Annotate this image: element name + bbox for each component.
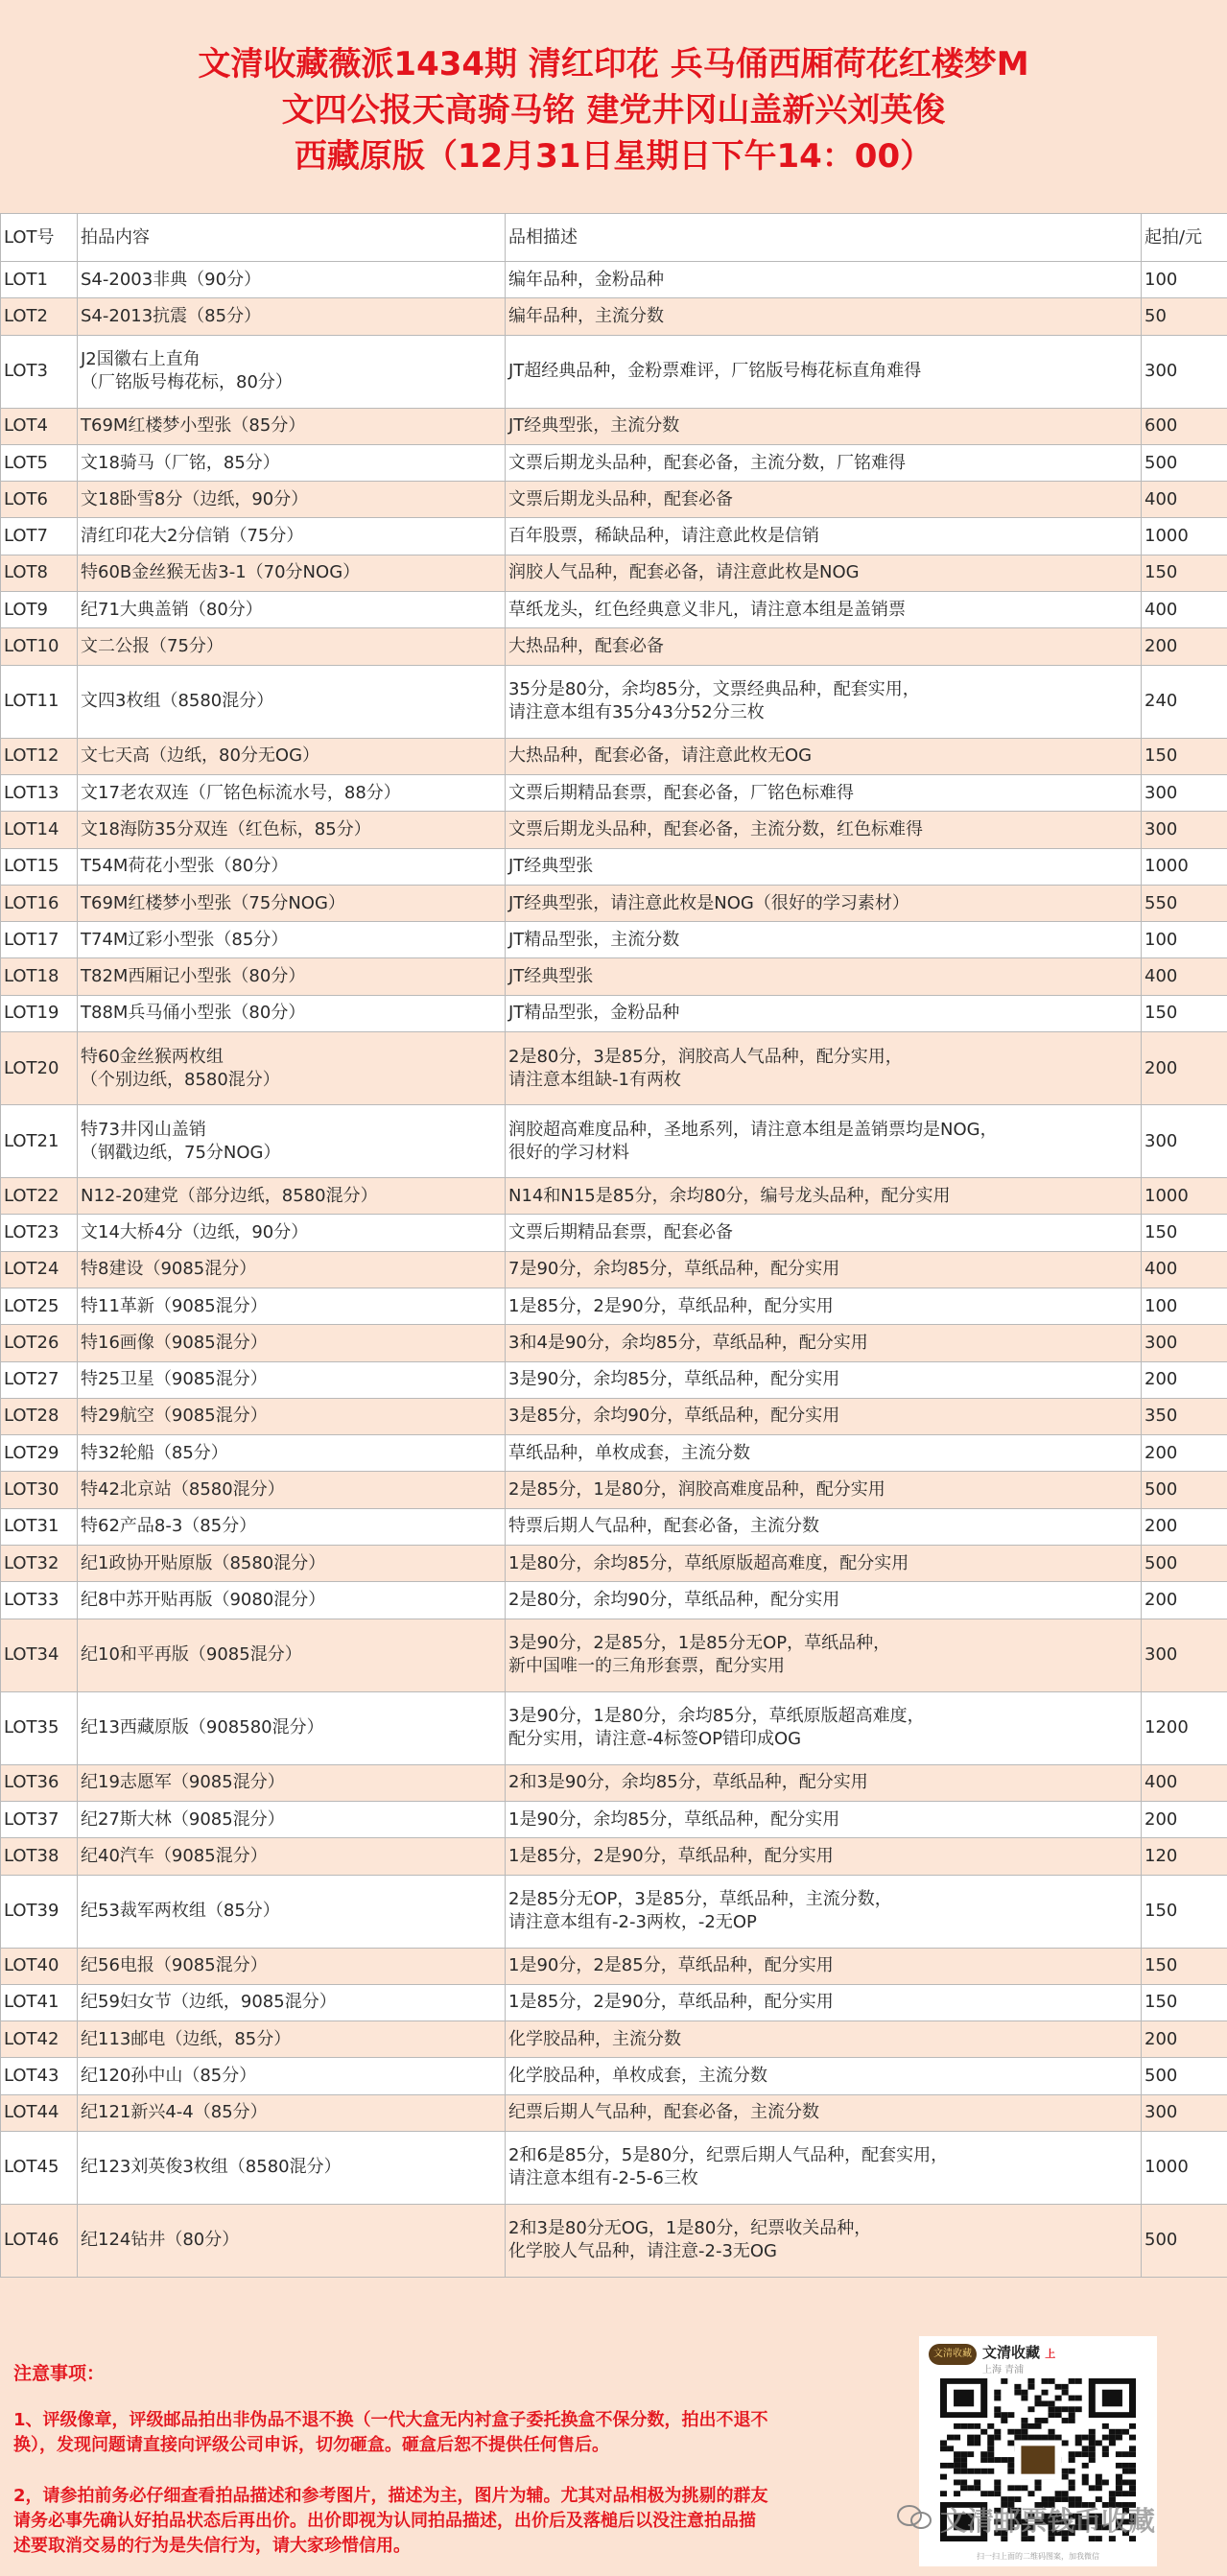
title-line-1: 文清收藏薇派1434期 清红印花 兵马俑西厢荷花红楼梦M	[198, 45, 1029, 83]
desc-cell: 3是90分，1是80分，余均85分，草纸原版超高难度， 配分实用，请注意-4标签OP错印成OG	[506, 1691, 1142, 1764]
content-cell: 文17老农双连（厂铭色标流水号，88分）	[78, 774, 506, 811]
lot-cell: LOT2	[1, 298, 78, 335]
lot-cell: LOT32	[1, 1546, 78, 1582]
desc-cell: 编年品种，主流分数	[506, 298, 1142, 335]
price-cell: 240	[1142, 665, 1227, 738]
lot-cell: LOT13	[1, 774, 78, 811]
title-line-3: 西藏原版（12月31日星期日下午14：00）	[294, 137, 933, 176]
lot-cell: LOT33	[1, 1582, 78, 1619]
lot-cell: LOT30	[1, 1472, 78, 1508]
lot-cell: LOT39	[1, 1875, 78, 1948]
content-cell: 纪1政协开贴原版（8580混分）	[78, 1546, 506, 1582]
content-cell: T69M红楼梦小型张（75分NOG）	[78, 885, 506, 921]
table-row	[1, 444, 1227, 481]
price-cell: 400	[1142, 1251, 1227, 1288]
desc-cell: 文票后期龙头品种，配套必备	[506, 482, 1142, 518]
desc-cell: 1是90分，余均85分，草纸品种，配分实用	[506, 1801, 1142, 1837]
lot-cell: LOT31	[1, 1508, 78, 1545]
lot-cell: LOT23	[1, 1215, 78, 1251]
content-cell: 纪27斯大林（9085混分）	[78, 1801, 506, 1837]
content-cell: 特60B金丝猴无齿3-1（70分NOG）	[78, 555, 506, 591]
desc-cell: 文票后期精品套票，配套必备	[506, 1215, 1142, 1251]
lot-cell: LOT25	[1, 1288, 78, 1324]
price-cell: 400	[1142, 592, 1227, 628]
price-cell: 400	[1142, 958, 1227, 995]
price-cell: 150	[1142, 555, 1227, 591]
table-row	[1, 1948, 1227, 1984]
table-row	[1, 1838, 1227, 1875]
content-cell: 特8建设（9085混分）	[78, 1251, 506, 1288]
price-cell: 300	[1142, 335, 1227, 408]
table-row	[1, 1619, 1227, 1691]
table-row	[1, 738, 1227, 774]
table-row	[1, 1435, 1227, 1472]
table-row	[1, 1178, 1227, 1215]
price-cell: 100	[1142, 262, 1227, 298]
content-cell: 纪40汽车（9085混分）	[78, 1838, 506, 1875]
price-cell: 300	[1142, 1105, 1227, 1178]
table-row	[1, 518, 1227, 555]
lot-cell: LOT10	[1, 628, 78, 665]
price-cell: 1000	[1142, 518, 1227, 555]
desc-cell: JT精品型张，金粉品种	[506, 995, 1142, 1031]
content-cell: 特62产品8-3（85分）	[78, 1508, 506, 1545]
price-cell: 100	[1142, 922, 1227, 958]
desc-cell: 2是80分，余均90分，草纸品种，配分实用	[506, 1582, 1142, 1619]
content-cell: 文四3枚组（8580混分）	[78, 665, 506, 738]
price-cell: 500	[1142, 444, 1227, 481]
brand-location: 上海 青浦	[982, 2365, 1025, 2375]
content-cell: 文18卧雪8分（边纸，90分）	[78, 482, 506, 518]
desc-cell: 文票后期精品套票，配套必备，厂铭色标难得	[506, 774, 1142, 811]
table-row	[1, 298, 1227, 335]
desc-cell: 2和3是80分无OG，1是80分，纪票收关品种， 化学胶人气品种，请注意-2-3无OG	[506, 2204, 1142, 2277]
content-cell: 特11革新（9085混分）	[78, 1288, 506, 1324]
desc-cell: 文票后期龙头品种，配套必备，主流分数，厂铭难得	[506, 444, 1142, 481]
desc-cell: 3是90分，余均85分，草纸品种，配分实用	[506, 1361, 1142, 1398]
lot-cell: LOT17	[1, 922, 78, 958]
table-row	[1, 885, 1227, 921]
desc-cell: 草纸品种，单枚成套，主流分数	[506, 1435, 1142, 1472]
price-cell: 200	[1142, 1361, 1227, 1398]
table-row	[1, 1288, 1227, 1324]
content-cell: 纪10和平再版（9085混分）	[78, 1619, 506, 1691]
content-cell: 文二公报（75分）	[78, 628, 506, 665]
price-cell: 350	[1142, 1398, 1227, 1434]
content-cell: 特32轮船（85分）	[78, 1435, 506, 1472]
desc-cell: 特票后期人气品种，配套必备，主流分数	[506, 1508, 1142, 1545]
column-header-desc: 品相描述	[506, 214, 1142, 262]
desc-cell: 大热品种，配套必备	[506, 628, 1142, 665]
price-cell: 300	[1142, 1325, 1227, 1361]
desc-cell: 编年品种，金粉品种	[506, 262, 1142, 298]
lot-cell: LOT36	[1, 1764, 78, 1801]
desc-cell: 化学胶品种，单枚成套，主流分数	[506, 2058, 1142, 2094]
price-cell: 550	[1142, 885, 1227, 921]
lot-cell: LOT15	[1, 848, 78, 885]
price-cell: 120	[1142, 1838, 1227, 1875]
lot-cell: LOT45	[1, 2131, 78, 2204]
table-row	[1, 1764, 1227, 1801]
brand-mark: 上	[1045, 2348, 1056, 2360]
content-cell: 文18骑马（厂铭，85分）	[78, 444, 506, 481]
table-row	[1, 335, 1227, 408]
table-row	[1, 2094, 1227, 2131]
watermark-text: 文清邮票钱币收藏	[940, 2505, 1156, 2537]
wechat-icon	[896, 2504, 934, 2531]
desc-cell: 7是90分，余均85分，草纸品种，配分实用	[506, 1251, 1142, 1288]
content-cell: T74M辽彩小型张（85分）	[78, 922, 506, 958]
table-row	[1, 1508, 1227, 1545]
lot-cell: LOT8	[1, 555, 78, 591]
price-cell: 300	[1142, 812, 1227, 848]
lot-cell: LOT41	[1, 1984, 78, 2021]
price-cell: 500	[1142, 2058, 1227, 2094]
content-cell: 特16画像（9085混分）	[78, 1325, 506, 1361]
content-cell: 特60金丝猴两枚组 （个别边纸，8580混分）	[78, 1032, 506, 1105]
table-row	[1, 482, 1227, 518]
price-cell: 500	[1142, 1546, 1227, 1582]
content-cell: N12-20建党（部分边纸，8580混分）	[78, 1178, 506, 1215]
table-row	[1, 958, 1227, 995]
desc-cell: 3和4是90分，余均85分，草纸品种，配分实用	[506, 1325, 1142, 1361]
table-row	[1, 1325, 1227, 1361]
notice-paragraph-1: 1、评级像章，评级邮品拍出非伪品不退不换（一代大盒无内衬盒子委托换盒不保分数，拍出不退不换），发现问题请直接向评级公司申诉，切勿砸盒。砸盒后恕不提供任何售后。	[13, 2410, 768, 2455]
price-cell: 200	[1142, 1435, 1227, 1472]
table-row	[1, 1801, 1227, 1837]
content-cell: 纪59妇女节（边纸，9085混分）	[78, 1984, 506, 2021]
title-banner	[0, 0, 1227, 213]
lot-cell: LOT44	[1, 2094, 78, 2131]
lot-cell: LOT29	[1, 1435, 78, 1472]
price-cell: 300	[1142, 2094, 1227, 2131]
content-cell: 纪123刘英俊3枚组（8580混分）	[78, 2131, 506, 2204]
content-cell: 纪19志愿军（9085混分）	[78, 1764, 506, 1801]
lot-cell: LOT22	[1, 1178, 78, 1215]
lot-cell: LOT19	[1, 995, 78, 1031]
qr-caption: 扫一扫上面的二维码图案，加我微信	[977, 2552, 1099, 2561]
table-row	[1, 2021, 1227, 2058]
lot-cell: LOT5	[1, 444, 78, 481]
content-cell: 特25卫星（9085混分）	[78, 1361, 506, 1398]
content-cell: 纪121新兴4-4（85分）	[78, 2094, 506, 2131]
desc-cell: JT经典型张	[506, 848, 1142, 885]
lot-cell: LOT27	[1, 1361, 78, 1398]
table-row	[1, 2204, 1227, 2277]
column-header-price: 起拍/元	[1142, 214, 1227, 262]
content-cell: S4-2003非典（90分）	[78, 262, 506, 298]
price-cell: 150	[1142, 1948, 1227, 1984]
price-cell: 50	[1142, 298, 1227, 335]
lot-cell: LOT28	[1, 1398, 78, 1434]
content-cell: J2国徽右上直角 （厂铭版号梅花标，80分）	[78, 335, 506, 408]
desc-cell: JT经典型张	[506, 958, 1142, 995]
lot-cell: LOT11	[1, 665, 78, 738]
table-row	[1, 1251, 1227, 1288]
table-row	[1, 812, 1227, 848]
table-row	[1, 995, 1227, 1031]
lot-cell: LOT34	[1, 1619, 78, 1691]
table-row	[1, 2131, 1227, 2204]
desc-cell: JT经典型张，请注意此枚是NOG（很好的学习素材）	[506, 885, 1142, 921]
desc-cell: 大热品种，配套必备，请注意此枚无OG	[506, 738, 1142, 774]
price-cell: 150	[1142, 738, 1227, 774]
lot-cell: LOT4	[1, 408, 78, 444]
desc-cell: 化学胶品种，主流分数	[506, 2021, 1142, 2058]
content-cell: 文14大桥4分（边纸，90分）	[78, 1215, 506, 1251]
price-cell: 200	[1142, 2021, 1227, 2058]
desc-cell: 百年股票，稀缺品种，请注意此枚是信销	[506, 518, 1142, 555]
table-row	[1, 555, 1227, 591]
price-cell: 300	[1142, 774, 1227, 811]
price-cell: 150	[1142, 1215, 1227, 1251]
column-header-content: 拍品内容	[78, 214, 506, 262]
table-row	[1, 1032, 1227, 1105]
price-cell: 400	[1142, 482, 1227, 518]
content-cell: 纪124钻井（80分）	[78, 2204, 506, 2277]
lot-cell: LOT35	[1, 1691, 78, 1764]
price-cell: 200	[1142, 1032, 1227, 1105]
lot-cell: LOT16	[1, 885, 78, 921]
content-cell: 特73井冈山盖销 （钢戳边纸，75分NOG）	[78, 1105, 506, 1178]
content-cell: 文18海防35分双连（红色标，85分）	[78, 812, 506, 848]
desc-cell: 3是90分，2是85分，1是85分无OP，草纸品种， 新中国唯一的三角形套票，配分实用	[506, 1619, 1142, 1691]
lot-cell: LOT43	[1, 2058, 78, 2094]
content-cell: 纪13西藏原版（908580混分）	[78, 1691, 506, 1764]
lot-table	[0, 213, 1227, 2278]
table-row	[1, 1582, 1227, 1619]
desc-cell: 润胶超高难度品种，圣地系列，请注意本组是盖销票均是NOG， 很好的学习材料	[506, 1105, 1142, 1178]
price-cell: 600	[1142, 408, 1227, 444]
lot-table-body	[1, 262, 1227, 2278]
table-row	[1, 1398, 1227, 1434]
table-row	[1, 774, 1227, 811]
lot-cell: LOT38	[1, 1838, 78, 1875]
brand-name	[982, 2342, 1055, 2362]
desc-cell: 1是85分，2是90分，草纸品种，配分实用	[506, 1838, 1142, 1875]
price-cell: 1000	[1142, 848, 1227, 885]
lot-cell: LOT21	[1, 1105, 78, 1178]
table-row	[1, 1472, 1227, 1508]
lot-cell: LOT3	[1, 335, 78, 408]
content-cell: 纪113邮电（边纸，85分）	[78, 2021, 506, 2058]
content-cell: 清红印花大2分信销（75分）	[78, 518, 506, 555]
desc-cell: 2和3是90分，余均85分，草纸品种，配分实用	[506, 1764, 1142, 1801]
content-cell: T82M西厢记小型张（80分）	[78, 958, 506, 995]
table-row	[1, 1361, 1227, 1398]
table-row	[1, 1875, 1227, 1948]
table-header-row	[1, 214, 1227, 262]
price-cell: 150	[1142, 1875, 1227, 1948]
table-row	[1, 1215, 1227, 1251]
table-row	[1, 1546, 1227, 1582]
desc-cell: JT超经典品种，金粉票难评，厂铭版号梅花标直角难得	[506, 335, 1142, 408]
desc-cell: 3是85分，余均90分，草纸品种，配分实用	[506, 1398, 1142, 1434]
desc-cell: 纪票后期人气品种，配套必备，主流分数	[506, 2094, 1142, 2131]
desc-cell: JT精品型张，主流分数	[506, 922, 1142, 958]
desc-cell: 2和6是85分，5是80分，纪票后期人气品种，配套实用， 请注意本组有-2-5-6三枚	[506, 2131, 1142, 2204]
title-line-2: 文四公报天高骑马铭 建党井冈山盖新兴刘英俊	[281, 91, 946, 130]
table-row	[1, 628, 1227, 665]
desc-cell: 2是80分，3是85分，润胶高人气品种，配分实用， 请注意本组缺-1有两枚	[506, 1032, 1142, 1105]
content-cell: 纪120孙中山（85分）	[78, 2058, 506, 2094]
lot-cell: LOT46	[1, 2204, 78, 2277]
price-cell: 200	[1142, 1582, 1227, 1619]
desc-cell: 1是85分，2是90分，草纸品种，配分实用	[506, 1288, 1142, 1324]
table-row	[1, 1984, 1227, 2021]
table-row	[1, 408, 1227, 444]
desc-cell: 文票后期龙头品种，配套必备，主流分数，红色标难得	[506, 812, 1142, 848]
content-cell: T54M荷花小型张（80分）	[78, 848, 506, 885]
lot-cell: LOT20	[1, 1032, 78, 1105]
content-cell: 文七天高（边纸，80分无OG）	[78, 738, 506, 774]
price-cell: 1000	[1142, 1178, 1227, 1215]
lot-cell: LOT24	[1, 1251, 78, 1288]
price-cell: 300	[1142, 1619, 1227, 1691]
brand-logo: 文清收藏	[929, 2344, 977, 2365]
content-cell: T69M红楼梦小型张（85分）	[78, 408, 506, 444]
desc-cell: 2是85分，1是80分，润胶高难度品种，配分实用	[506, 1472, 1142, 1508]
desc-cell: 草纸龙头，红色经典意义非凡，请注意本组是盖销票	[506, 592, 1142, 628]
desc-cell: 1是90分，2是85分，草纸品种，配分实用	[506, 1948, 1142, 1984]
price-cell: 400	[1142, 1764, 1227, 1801]
price-cell: 500	[1142, 2204, 1227, 2277]
desc-cell: JT经典型张，主流分数	[506, 408, 1142, 444]
table-row	[1, 848, 1227, 885]
content-cell: 纪56电报（9085混分）	[78, 1948, 506, 1984]
price-cell: 200	[1142, 1508, 1227, 1545]
notice-paragraph-2: 2，请参拍前务必仔细查看拍品描述和参考图片，描述为主，图片为辅。尤其对品相极为挑剔的群友请务必事先确认好拍品状态后再出价。出价即视为认同拍品描述，出价后及落槌后以没注意拍品描述要取消交易的行为是失信行为，请大家珍惜信用。	[13, 2486, 768, 2556]
desc-cell: 35分是80分，余均85分，文票经典品种，配套实用， 请注意本组有35分43分52分三枚	[506, 665, 1142, 738]
price-cell: 1000	[1142, 2131, 1227, 2204]
lot-cell: LOT18	[1, 958, 78, 995]
content-cell: 纪53裁军两枚组（85分）	[78, 1875, 506, 1948]
table-row	[1, 922, 1227, 958]
lot-cell: LOT7	[1, 518, 78, 555]
table-row	[1, 592, 1227, 628]
table-row	[1, 2058, 1227, 2094]
lot-cell: LOT12	[1, 738, 78, 774]
price-cell: 150	[1142, 995, 1227, 1031]
content-cell: 纪71大典盖销（80分）	[78, 592, 506, 628]
content-cell: 特29航空（9085混分）	[78, 1398, 506, 1434]
content-cell: S4-2013抗震（85分）	[78, 298, 506, 335]
lot-cell: LOT37	[1, 1801, 78, 1837]
content-cell: T88M兵马俑小型张（80分）	[78, 995, 506, 1031]
price-cell: 200	[1142, 1801, 1227, 1837]
column-header-lot: LOT号	[1, 214, 78, 262]
price-cell: 150	[1142, 1984, 1227, 2021]
desc-cell: 1是85分，2是90分，草纸品种，配分实用	[506, 1984, 1142, 2021]
content-cell: 纪8中苏开贴再版（9080混分）	[78, 1582, 506, 1619]
table-row	[1, 1691, 1227, 1764]
lot-cell: LOT9	[1, 592, 78, 628]
desc-cell: 润胶人气品种，配套必备，请注意此枚是NOG	[506, 555, 1142, 591]
table-row	[1, 665, 1227, 738]
desc-cell: 1是80分，余均85分，草纸原版超高难度，配分实用	[506, 1546, 1142, 1582]
desc-cell: 2是85分无OP，3是85分，草纸品种，主流分数， 请注意本组有-2-3两枚，-2无OP	[506, 1875, 1142, 1948]
lot-cell: LOT1	[1, 262, 78, 298]
price-cell: 200	[1142, 628, 1227, 665]
lot-cell: LOT40	[1, 1948, 78, 1984]
lot-cell: LOT42	[1, 2021, 78, 2058]
price-cell: 500	[1142, 1472, 1227, 1508]
lot-cell: LOT14	[1, 812, 78, 848]
lot-cell: LOT26	[1, 1325, 78, 1361]
brand-name-text: 文清收藏	[982, 2344, 1041, 2361]
price-cell: 1200	[1142, 1691, 1227, 1764]
notice-title: 注意事项：	[13, 2363, 106, 2384]
lot-cell: LOT6	[1, 482, 78, 518]
table-row	[1, 262, 1227, 298]
table-row	[1, 1105, 1227, 1178]
desc-cell: N14和N15是85分，余均80分，编号龙头品种，配分实用	[506, 1178, 1142, 1215]
price-cell: 100	[1142, 1288, 1227, 1324]
content-cell: 特42北京站（8580混分）	[78, 1472, 506, 1508]
